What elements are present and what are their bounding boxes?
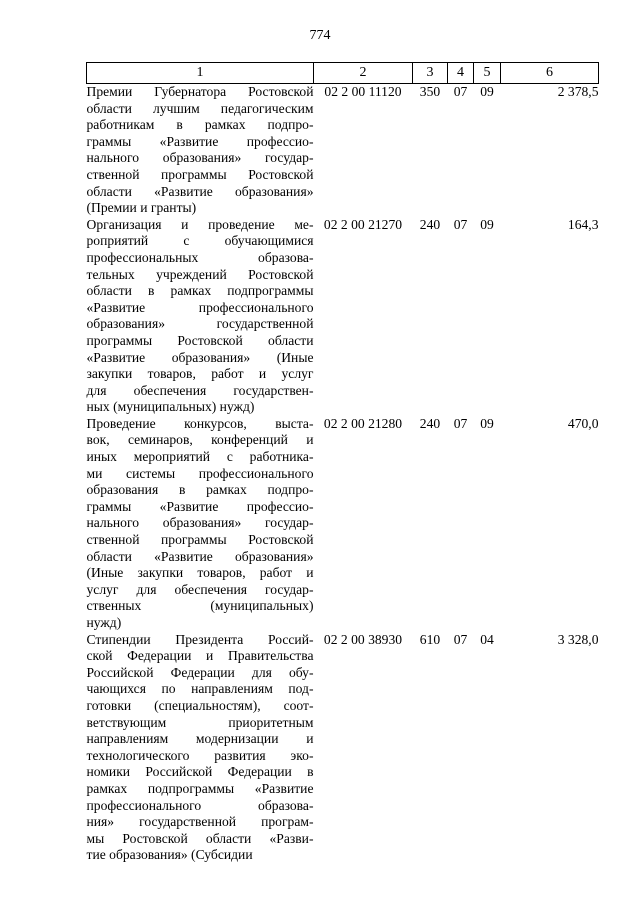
expense-name-cell — [87, 416, 314, 632]
expense-name-cell — [87, 84, 314, 217]
subsection-cell: 09 — [480, 84, 494, 99]
expense-name-line: ных (муниципальных) нужд) — [86, 399, 255, 415]
expense-name-line: области лучшим педагогическим — [86, 100, 314, 116]
expense-name-line: тельных учреждений Ростовской — [86, 266, 314, 282]
expense-name-line: образования» государственной — [86, 316, 314, 332]
expense-name-line: направлениям модернизации и — [86, 731, 314, 747]
expense-name-line: чающихся по направлениям под- — [86, 681, 314, 697]
expense-name-line: ми системы профессионального — [86, 465, 314, 481]
header-col-4: 4 — [448, 63, 474, 84]
header-col-2: 2 — [314, 63, 413, 84]
expense-name-line: Стипендии Президента Россий- — [86, 631, 314, 647]
expense-name-line: области «Развитие образования» — [86, 183, 314, 199]
expense-name-line: ственной программы Ростовской — [86, 166, 314, 182]
expense-name-line: технологического развития эко- — [86, 747, 314, 763]
section-cell: 07 — [453, 84, 468, 99]
subsection-cell: 09 — [480, 216, 494, 232]
amount-cell: 470,0 — [567, 415, 599, 431]
expense-name-line: профессионального образова- — [86, 797, 314, 813]
expense-name-line: области в рамках подпрограммы — [86, 283, 314, 299]
target-code-cell: 02 2 00 21270 — [323, 216, 403, 232]
table-row — [87, 84, 599, 217]
expense-type-cell: 240 — [419, 216, 441, 232]
expense-name-line: (Премии и гранты) — [86, 200, 197, 216]
expense-name-line: ния» государственной програм- — [86, 814, 314, 830]
expense-name-line: «Развитие профессионального — [86, 299, 314, 315]
table-body — [87, 84, 599, 864]
expense-name-line: (Иные закупки товаров, работ и — [86, 565, 314, 581]
expense-name-line: номики Российской Федерации в — [86, 764, 314, 780]
expense-name-line: вок, семинаров, конференций и — [86, 432, 314, 448]
expense-name-line: услуг для обеспечения государ- — [86, 581, 314, 597]
table-row — [87, 632, 599, 864]
expense-name-line: мы Ростовской области «Разви- — [86, 830, 314, 846]
header-col-3: 3 — [413, 63, 448, 84]
expense-name-line: нужд) — [86, 615, 122, 630]
expense-type-cell: 610 — [419, 631, 441, 647]
table-header-row — [87, 63, 599, 84]
target-code-cell: 02 2 00 21280 — [323, 415, 403, 431]
expense-name-line: Организация и проведение ме- — [86, 216, 314, 232]
budget-table — [86, 62, 599, 864]
header-col-1: 1 — [87, 63, 314, 84]
expense-name-line: ственных (муниципальных) — [86, 598, 314, 614]
amount-cell: 3 328,0 — [557, 631, 599, 647]
expense-name-line: граммы «Развитие профессио- — [86, 133, 314, 149]
expense-name-line: области «Развитие образования» — [86, 548, 314, 564]
expense-name-line: программы Ростовской области — [86, 332, 314, 348]
expense-name-line: тие образования» (Субсидии — [86, 847, 253, 863]
page-number: 774 — [309, 28, 331, 43]
expense-type-cell: 350 — [419, 84, 441, 99]
expense-name-cell — [87, 217, 314, 416]
expense-name-line: работникам в рамках подпро- — [86, 117, 314, 133]
expense-name-line: Премии Губернатора Ростовской — [86, 84, 314, 99]
table-row — [87, 416, 599, 632]
expense-name-cell — [87, 632, 314, 864]
section-cell: 07 — [453, 631, 468, 647]
expense-name-line: Российской Федерации для обу- — [86, 664, 314, 680]
expense-name-line: «Развитие образования» (Иные — [86, 349, 314, 365]
table-row — [87, 217, 599, 416]
expense-name-line: нального образования» государ- — [86, 150, 314, 166]
expense-name-line: рамках подпрограммы «Развитие — [86, 780, 314, 796]
expense-name-line: Проведение конкурсов, выста- — [86, 415, 314, 431]
subsection-cell: 09 — [480, 415, 494, 431]
target-code-cell: 02 2 00 38930 — [323, 631, 403, 647]
expense-name-line: профессиональных образова- — [86, 249, 314, 265]
amount-cell: 2 378,5 — [557, 84, 599, 99]
expense-name-line: ской Федерации и Правительства — [86, 648, 314, 664]
section-cell: 07 — [453, 216, 468, 232]
expense-name-line: готовки (специальностям), соот- — [86, 697, 314, 713]
expense-name-line: ветствующим приоритетным — [86, 714, 314, 730]
expense-name-line: для обеспечения государствен- — [86, 382, 314, 398]
expense-name-line: иных мероприятий с работника- — [86, 449, 314, 465]
expense-name-line: закупки товаров, работ и услуг — [86, 366, 314, 382]
expense-name-line: граммы «Развитие профессио- — [86, 498, 314, 514]
amount-cell: 164,3 — [567, 216, 599, 232]
expense-name-line: роприятий с обучающимися — [86, 233, 314, 249]
expense-name-line: нального образования» государ- — [86, 515, 314, 531]
subsection-cell: 04 — [480, 631, 494, 647]
target-code-cell: 02 2 00 11120 — [324, 84, 402, 99]
expense-name-line: образования в рамках подпро- — [86, 482, 314, 498]
header-col-5: 5 — [474, 63, 501, 84]
expense-name-line: ственной программы Ростовской — [86, 532, 314, 548]
section-cell: 07 — [453, 415, 468, 431]
header-col-6: 6 — [501, 63, 599, 84]
expense-type-cell: 240 — [419, 415, 441, 431]
